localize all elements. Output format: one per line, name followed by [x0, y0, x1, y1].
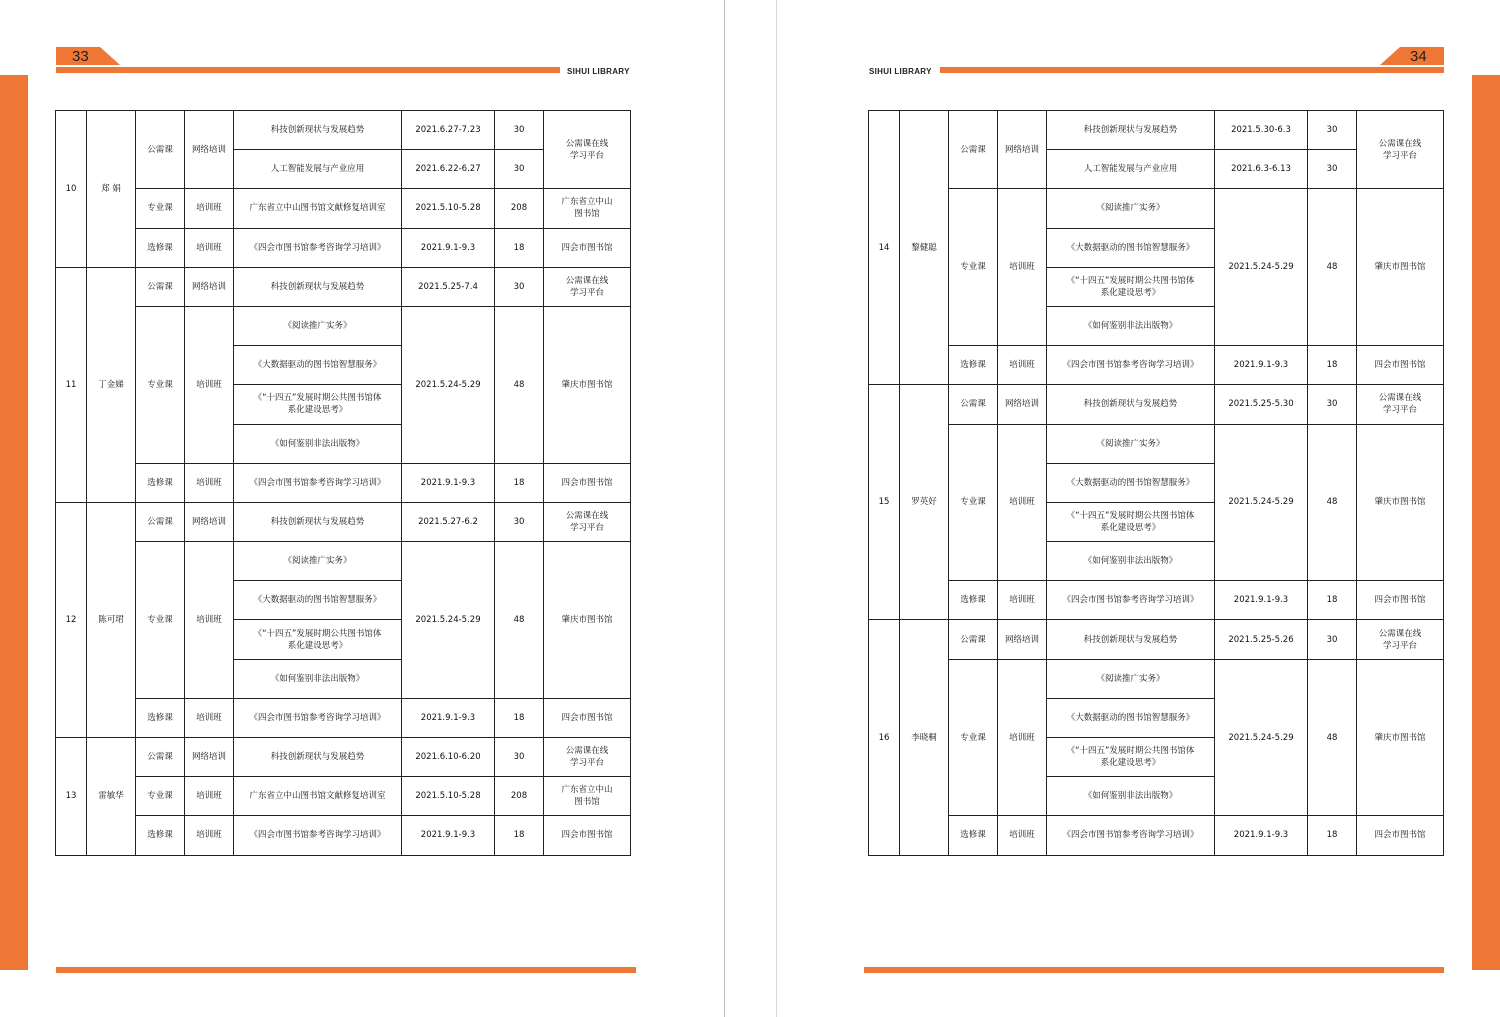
left-side-bar [0, 75, 28, 970]
table-cell: 公需课在线 学习平台 [544, 111, 631, 189]
table-cell: 14 [869, 111, 900, 385]
table-cell: 网络培训 [998, 111, 1047, 189]
table-cell: 2021.5.25-5.30 [1215, 385, 1308, 424]
table-cell: 2021.5.24-5.29 [1215, 424, 1308, 581]
table-cell: 培训班 [998, 346, 1047, 385]
table-cell: 《“十四五”发展时期公共图书馆体 系化建设思考》 [1047, 738, 1215, 777]
table-cell: 培训班 [998, 816, 1047, 855]
table-cell: 黎健聪 [900, 111, 949, 385]
table-cell: 《四会市图书馆参考咨询学习培训》 [1047, 816, 1215, 855]
table-cell: 《大数据驱动的图书馆智慧服务》 [234, 346, 402, 385]
table-cell: 18 [1308, 816, 1357, 855]
table-cell: 2021.5.25-7.4 [402, 267, 495, 306]
table-cell: 选修课 [136, 698, 185, 737]
table-cell: 2021.5.24-5.29 [1215, 659, 1308, 816]
table-cell: 2021.6.10-6.20 [402, 738, 495, 777]
table-cell: 《大数据驱动的图书馆智慧服务》 [1047, 228, 1215, 267]
table-cell: 《阅读推广实务》 [1047, 189, 1215, 228]
table-cell: 2021.5.25-5.26 [1215, 620, 1308, 659]
table-cell: 培训班 [185, 542, 234, 699]
left-header-rule [56, 67, 560, 73]
table-cell: 专业课 [136, 189, 185, 228]
table-cell: 广东省立中山图书馆文献修复培训室 [234, 189, 402, 228]
table-cell: 2021.5.10-5.28 [402, 189, 495, 228]
table-cell: 培训班 [185, 306, 234, 463]
table-cell: 培训班 [998, 189, 1047, 346]
table-cell: 网络培训 [998, 385, 1047, 424]
table-cell: 公需课在线 学习平台 [1357, 385, 1444, 424]
table-cell: 肇庆市图书馆 [1357, 424, 1444, 581]
table-cell: 肇庆市图书馆 [544, 542, 631, 699]
table-row [56, 698, 631, 737]
table-cell: 《阅读推广实务》 [1047, 424, 1215, 463]
table-cell: 四会市图书馆 [1357, 346, 1444, 385]
right-library-label: SIHUI LIBRARY [869, 67, 932, 76]
table-cell: 网络培训 [185, 738, 234, 777]
table-cell: 选修课 [136, 463, 185, 502]
table-row [56, 228, 631, 267]
table-cell: 公需课 [136, 267, 185, 306]
table-cell: 科技创新现状与发展趋势 [234, 738, 402, 777]
table-cell: 公需课在线 学习平台 [544, 502, 631, 541]
table-row [56, 463, 631, 502]
table-cell: 培训班 [185, 463, 234, 502]
table-cell: 科技创新现状与发展趋势 [1047, 620, 1215, 659]
left-page-number: 33 [72, 48, 89, 65]
table-cell: 科技创新现状与发展趋势 [234, 502, 402, 541]
table-cell: 四会市图书馆 [544, 816, 631, 855]
table-row [56, 738, 631, 777]
table-cell: 培训班 [185, 189, 234, 228]
table-cell: 选修课 [136, 816, 185, 855]
table-cell: 《四会市图书馆参考咨询学习培训》 [234, 698, 402, 737]
table-cell: 48 [495, 306, 544, 463]
table-cell: 30 [1308, 150, 1357, 189]
table-cell: 30 [495, 267, 544, 306]
table-row [56, 111, 631, 150]
table-cell: 《阅读推广实务》 [1047, 659, 1215, 698]
table-cell: 选修课 [949, 581, 998, 620]
table-cell: 《“十四五”发展时期公共图书馆体 系化建设思考》 [234, 385, 402, 424]
table-cell: 公需课 [136, 738, 185, 777]
table-row [56, 306, 631, 345]
table-cell: 30 [1308, 620, 1357, 659]
table-cell: 30 [1308, 385, 1357, 424]
table-cell: 2021.9.1-9.3 [1215, 816, 1308, 855]
table-cell: 《“十四五”发展时期公共图书馆体 系化建设思考》 [234, 620, 402, 659]
table-cell: 《“十四五”发展时期公共图书馆体 系化建设思考》 [1047, 267, 1215, 306]
table-cell: 208 [495, 777, 544, 816]
table-cell: 科技创新现状与发展趋势 [1047, 385, 1215, 424]
table-cell: 《如何鉴别非法出版物》 [1047, 777, 1215, 816]
table-cell: 2021.9.1-9.3 [402, 698, 495, 737]
table-cell: 四会市图书馆 [1357, 581, 1444, 620]
table-cell: 《四会市图书馆参考咨询学习培训》 [234, 463, 402, 502]
table-cell: 公需课在线 学习平台 [1357, 111, 1444, 189]
table-cell: 四会市图书馆 [544, 463, 631, 502]
table-cell: 培训班 [998, 581, 1047, 620]
table-row [869, 620, 1444, 659]
table-cell: 《大数据驱动的图书馆智慧服务》 [1047, 463, 1215, 502]
table-cell: 网络培训 [185, 111, 234, 189]
table-row [56, 816, 631, 855]
table-row [869, 659, 1444, 698]
table-cell: 四会市图书馆 [544, 698, 631, 737]
table-row [869, 424, 1444, 463]
left-training-table [55, 110, 631, 856]
table-cell: 《“十四五”发展时期公共图书馆体 系化建设思考》 [1047, 502, 1215, 541]
table-cell: 《四会市图书馆参考咨询学习培训》 [234, 228, 402, 267]
table-cell: 丁金娣 [87, 267, 136, 502]
table-cell: 18 [495, 698, 544, 737]
table-cell: 培训班 [185, 698, 234, 737]
table-cell: 人工智能发展与产业应用 [234, 150, 402, 189]
table-row [869, 189, 1444, 228]
table-cell: 30 [495, 150, 544, 189]
table-row [56, 502, 631, 541]
table-cell: 18 [1308, 581, 1357, 620]
table-cell: 网络培训 [185, 502, 234, 541]
table-cell: 公需课 [949, 620, 998, 659]
table-cell: 2021.5.24-5.29 [1215, 189, 1308, 346]
table-cell: 10 [56, 111, 87, 268]
table-cell: 专业课 [136, 542, 185, 699]
table-cell: 专业课 [949, 424, 998, 581]
table-cell: 2021.5.30-6.3 [1215, 111, 1308, 150]
table-cell: 培训班 [998, 424, 1047, 581]
table-cell: 肇庆市图书馆 [1357, 189, 1444, 346]
table-cell: 网络培训 [998, 620, 1047, 659]
table-cell: 肇庆市图书馆 [544, 306, 631, 463]
table-cell: 培训班 [185, 228, 234, 267]
table-cell: 2021.9.1-9.3 [402, 816, 495, 855]
table-row [56, 267, 631, 306]
table-cell: 12 [56, 502, 87, 737]
table-cell: 公需课 [949, 111, 998, 189]
table-cell: 人工智能发展与产业应用 [1047, 150, 1215, 189]
table-cell: 专业课 [949, 189, 998, 346]
table-cell: 16 [869, 620, 900, 855]
table-cell: 《四会市图书馆参考咨询学习培训》 [1047, 346, 1215, 385]
right-side-bar [1472, 75, 1500, 970]
table-cell: 13 [56, 738, 87, 856]
table-cell: 48 [1308, 189, 1357, 346]
table-cell: 30 [495, 738, 544, 777]
table-row [869, 816, 1444, 855]
table-cell: 30 [495, 111, 544, 150]
table-cell: 30 [495, 502, 544, 541]
table-cell: 2021.9.1-9.3 [402, 228, 495, 267]
table-cell: 《大数据驱动的图书馆智慧服务》 [1047, 698, 1215, 737]
table-row [56, 542, 631, 581]
page-gutter-shadow [776, 0, 777, 1017]
table-cell: 公需课 [949, 385, 998, 424]
table-cell: 选修课 [136, 228, 185, 267]
right-header-rule [940, 67, 1444, 73]
table-cell: 培训班 [998, 659, 1047, 816]
table-cell: 培训班 [185, 816, 234, 855]
table-cell: 广东省立中山 图书馆 [544, 777, 631, 816]
table-cell: 李晓桐 [900, 620, 949, 855]
table-cell: 15 [869, 385, 900, 620]
table-cell: 2021.5.27-6.2 [402, 502, 495, 541]
table-cell: 公需课在线 学习平台 [544, 267, 631, 306]
table-cell: 网络培训 [185, 267, 234, 306]
table-cell: 2021.9.1-9.3 [1215, 346, 1308, 385]
table-row [869, 385, 1444, 424]
table-cell: 《阅读推广实务》 [234, 306, 402, 345]
right-footer-rule [864, 967, 1444, 973]
table-cell: 肇庆市图书馆 [1357, 659, 1444, 816]
table-cell: 2021.5.10-5.28 [402, 777, 495, 816]
table-cell: 选修课 [949, 816, 998, 855]
table-cell: 2021.5.24-5.29 [402, 542, 495, 699]
left-footer-rule [56, 967, 636, 973]
page-gutter [724, 0, 725, 1017]
table-cell: 雷敏华 [87, 738, 136, 856]
table-cell: 培训班 [185, 777, 234, 816]
table-cell: 广东省立中山图书馆文献修复培训室 [234, 777, 402, 816]
table-cell: 科技创新现状与发展趋势 [234, 267, 402, 306]
table-cell: 选修课 [949, 346, 998, 385]
table-cell: 公需课 [136, 111, 185, 189]
table-cell: 48 [495, 542, 544, 699]
table-cell: 18 [495, 463, 544, 502]
table-cell: 四会市图书馆 [1357, 816, 1444, 855]
table-cell: 《如何鉴别非法出版物》 [1047, 542, 1215, 581]
table-cell: 《四会市图书馆参考咨询学习培训》 [1047, 581, 1215, 620]
right-page-number: 34 [1410, 48, 1427, 65]
table-cell: 《阅读推广实务》 [234, 542, 402, 581]
table-cell: 科技创新现状与发展趋势 [234, 111, 402, 150]
table-cell: 公需课在线 学习平台 [544, 738, 631, 777]
table-cell: 11 [56, 267, 87, 502]
table-cell: 《大数据驱动的图书馆智慧服务》 [234, 581, 402, 620]
table-cell: 专业课 [136, 306, 185, 463]
table-cell: 郑 娟 [87, 111, 136, 268]
table-cell: 18 [1308, 346, 1357, 385]
table-cell: 48 [1308, 659, 1357, 816]
table-cell: 公需课在线 学习平台 [1357, 620, 1444, 659]
table-cell: 《如何鉴别非法出版物》 [234, 424, 402, 463]
table-row [869, 581, 1444, 620]
table-cell: 30 [1308, 111, 1357, 150]
table-row [869, 111, 1444, 150]
table-cell: 公需课 [136, 502, 185, 541]
table-cell: 《如何鉴别非法出版物》 [1047, 306, 1215, 345]
table-cell: 专业课 [136, 777, 185, 816]
table-cell: 《四会市图书馆参考咨询学习培训》 [234, 816, 402, 855]
table-cell: 罗英好 [900, 385, 949, 620]
table-cell: 陈可珺 [87, 502, 136, 737]
table-cell: 《如何鉴别非法出版物》 [234, 659, 402, 698]
left-library-label: SIHUI LIBRARY [567, 67, 630, 76]
table-cell: 广东省立中山 图书馆 [544, 189, 631, 228]
table-row [56, 777, 631, 816]
table-cell: 18 [495, 228, 544, 267]
table-row [56, 189, 631, 228]
table-cell: 18 [495, 816, 544, 855]
table-cell: 2021.6.3-6.13 [1215, 150, 1308, 189]
table-cell: 2021.6.22-6.27 [402, 150, 495, 189]
table-cell: 48 [1308, 424, 1357, 581]
table-cell: 2021.6.27-7.23 [402, 111, 495, 150]
table-cell: 2021.5.24-5.29 [402, 306, 495, 463]
right-training-table [868, 110, 1444, 856]
table-cell: 科技创新现状与发展趋势 [1047, 111, 1215, 150]
table-cell: 2021.9.1-9.3 [1215, 581, 1308, 620]
table-cell: 专业课 [949, 659, 998, 816]
table-row [869, 346, 1444, 385]
table-cell: 2021.9.1-9.3 [402, 463, 495, 502]
table-cell: 四会市图书馆 [544, 228, 631, 267]
table-cell: 208 [495, 189, 544, 228]
